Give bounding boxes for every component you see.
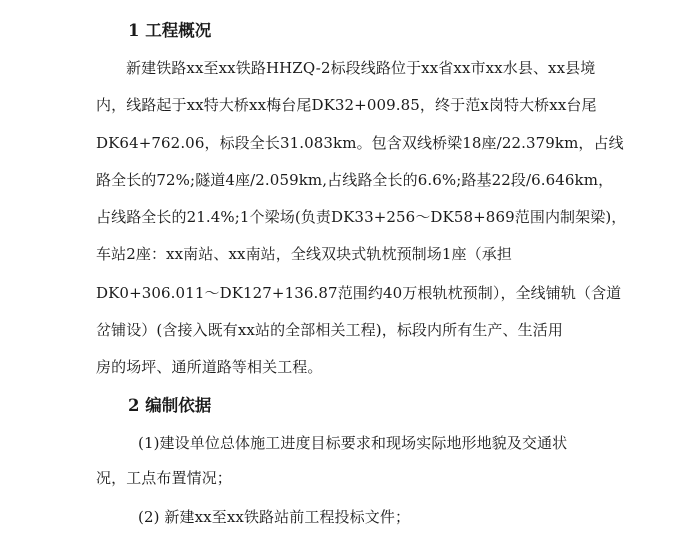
paragraph-line: 房的场坪、通所道路等相关工程。 <box>96 358 323 376</box>
basis-item-line: 况，工点布置情况； <box>96 469 232 487</box>
paragraph-line: DK64+762.06，标段全长31.083km。包含双线桥梁18座/22.379km，占线 <box>96 134 624 152</box>
paragraph-line: 占线路全长的21.4%;1个梁场(负责DK33+256～DK58+869范围内制架梁)， <box>96 208 627 226</box>
section-heading-compilation-basis: 2 编制依据 <box>128 396 212 415</box>
paragraph-line: 岔铺设）(含接入既有xx站的全部相关工程)，标段内所有生产、生活用 <box>96 321 563 339</box>
paragraph-line: 新建铁路xx至xx铁路HHZQ-2标段线路位于xx省xx市xx水县、xx县境 <box>126 59 596 77</box>
paragraph-line: 车站2座：xx南站、xx南站，全线双块式轨枕预制场1座（承担 <box>96 245 512 263</box>
basis-item-line: (1)建设单位总体施工进度目标要求和现场实际地形地貌及交通状 <box>138 434 568 452</box>
basis-item-line: (2) 新建xx至xx铁路站前工程投标文件； <box>138 508 411 526</box>
paragraph-line: 内，线路起于xx特大桥xx梅台尾DK32+009.85，终于范x岗特大桥xx台尾 <box>96 96 597 114</box>
section-heading-project-overview: 1 工程概况 <box>128 21 212 40</box>
paragraph-line: DK0+306.011～DK127+136.87范围约40万根轨枕预制），全线铺轨（含道 <box>96 284 622 302</box>
paragraph-line: 路全长的72%;隧道4座/2.059km,占线路全长的6.6%;路基22段/6.646km， <box>96 171 614 189</box>
